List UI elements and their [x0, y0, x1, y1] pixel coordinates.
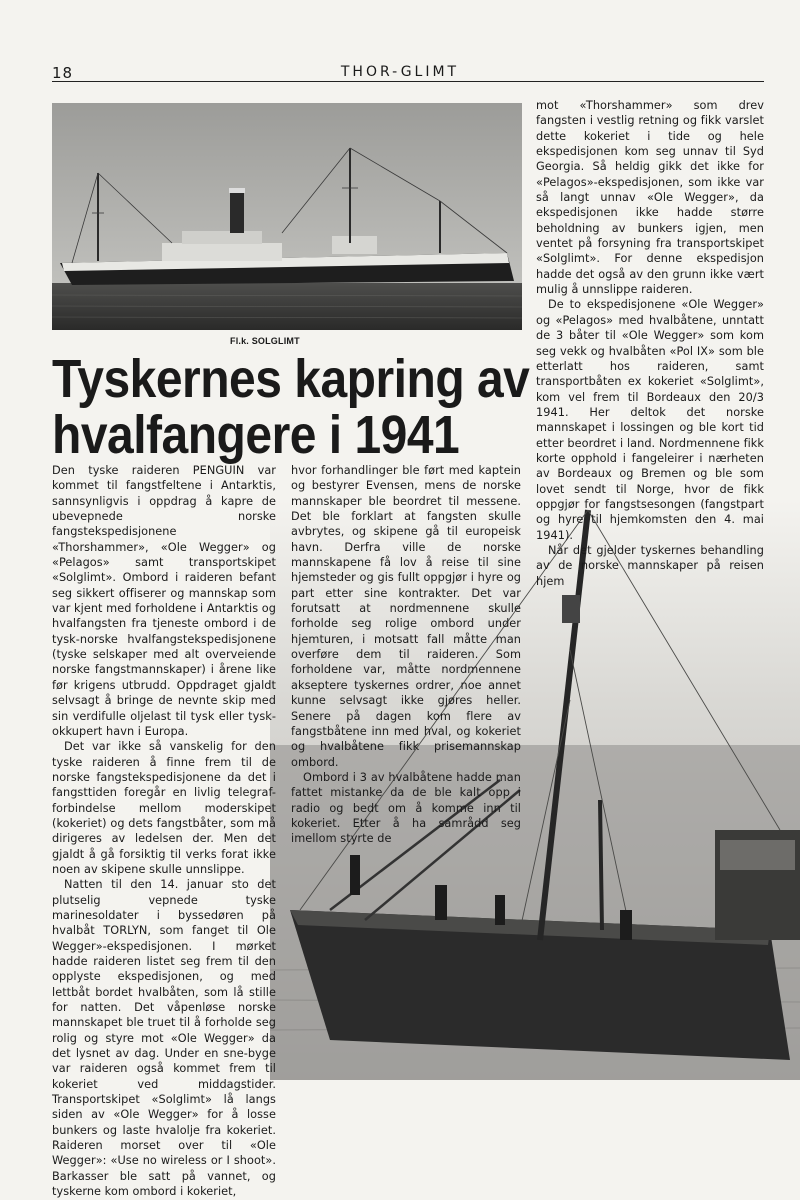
paragraph: De to ekspedisjonene «Ole Wegger» og «Pelagos» med hvalbåtene, unntatt de 3 båter til «Ole Wegger» som kom seg vekk og hvalbåten «Pol IX» som ble etterlatt hos raideren, samt transportbåten ex kokeriet «Solglimt», kom vel frem til Bordeaux den 20/3 1941. Her deltok det norske mannskapet i lossingen og ble kort tid etter beordret i land. Nordmennene fikk korte opphold i fangeleirer i nærheten av Bordeaux og Bremen og ble som lovet sendt til Norge, hvor de fikk oppgjør for fangstsesongen (fangstpart og hyre til hjemkomsten den 4. mai 1941).: [536, 298, 764, 542]
page-number: 18: [52, 64, 74, 82]
paragraph: Det var ikke så vanskelig for den tyske raideren å finne frem til de norske fangstekspedisjonene da det i fangsttiden foregår en livlig telegraf-forbindelse mellom moderskipet (kokeriet) og dets fangstbåter, som må dirigeres av ledelsen der. Men det gjaldt å gå forsiktig til verks forat ikke noen av skipene skulle unnslippe.: [52, 740, 276, 876]
article-headline: Tyskernes kapring av hvalfangere i 1941: [52, 349, 530, 466]
paragraph: Natten til den 14. januar sto det plutselig vepnede tyske marinesoldater i byssedøren på hvalbåt TORLYN, som fanget til Ole Wegger»-ekspedisjonen. I mørket hadde raideren listet seg frem til den opplyste ekspedisjonen, og med lettbåt bordet hvalbåten, som lå stille for natten. Det våpenløse norske mannskapet ble truet til å forholde seg rolig og styre mot «Ole Wegger» da det lysnet av dag. Under en sne-byge var raideren også kommet frem til kokeriet ved middagstider. Transportskipet «Solglimt» lå langs siden av «Ole Wegger» for å losse bunkers og laste hvalolje fra kokeriet. Raideren morset over til «Ole Wegger»: «Use no wireless or I shoot». Barkasser ble satt på vannet, og tyskerne kom ombord i kokeriet,: [52, 878, 276, 1199]
magazine-title: THOR-GLIMT: [340, 64, 460, 80]
article-column-1: [52, 463, 276, 1200]
photo-caption: Fl.k. SOLGLIMT: [230, 336, 300, 346]
header-rule: [52, 81, 764, 82]
paragraph: Ombord i 3 av hvalbåtene hadde man fattet mistanke da de ble kalt opp i radio og bedt om å komme inn til kokeriet. Etter å ha samrådd seg imellom styrte de: [291, 770, 521, 846]
paragraph: Når det gjelder tyskernes behandling av de norske mannskaper på reisen hjem: [536, 543, 764, 588]
ship-photo: [52, 103, 522, 330]
paragraph: hvor forhandlinger ble ført med kaptein og bestyrer Evensen, mens de norske mannskaper ble beordret til messene. Det ble forklart at fangsten skulle avbrytes, og skipene gå til europeisk havn. Derfra ville de norske mannskapene få lov å reise til sine hjemsteder og gis fullt oppgjør i hyre og part etter sine kontrakter. Det var forutsatt at nordmennene skulle forholde seg rolige ombord under hjemturen, i motsatt fall måtte man overføre dem til raideren. Som forholdene var, måtte nordmennene akseptere tyskernes ordrer, noe annet kunne selvsagt ikke gjøres heller. Senere på dagen kom flere av fangstbåtene inn med hval, og kokeriet og hvalbåtene fikk prisemannskap ombord.: [291, 464, 521, 769]
article-column-2: [291, 463, 521, 847]
paragraph: Den tyske raideren PENGUIN var kommet til fangstfeltene i Antarktis, sannsynligvis i oppdrag å kapre de ubevepnede norske fangstekspedisjonene «Thorshammer», «Ole Wegger» og «Pelagos» samt transportskipet «Solglimt». Ombord i raideren befant seg sikkert offiserer og mannskap som var kjent med forholdene i Antarktis og hvalfangsten fra tjeneste ombord i de tysk-norske hvalfangstekspedisjonene (tyske selskaper med alt overveiende norske fangstmannskaper) i årene like før krigens utbrudd. Oppdraget gjaldt selvsagt å bringe de nevnte skip med sin verdifulle oljelast til tysk eller tysk-okkupert havn i Europa.: [52, 464, 276, 738]
paragraph: mot «Thorshammer» som drev fangsten i vestlig retning og fikk varslet dette kokeriet i tide og hele ekspedisjonen kom seg unnav til Syd Georgia. Så heldig gikk det ikke for «Pelagos»-ekspedisjonen, som ikke var så langt unnav «Ole Wegger», da ekspedisjonen ikke hadde større beholdning av bunkers igjen, men ventet på forsyning fra transportskipet «Solglimt». For denne ekspedisjon hadde det også av den grunn ikke vært mulig å unnslippe raideren.: [536, 99, 764, 297]
article-column-3: [536, 98, 764, 589]
